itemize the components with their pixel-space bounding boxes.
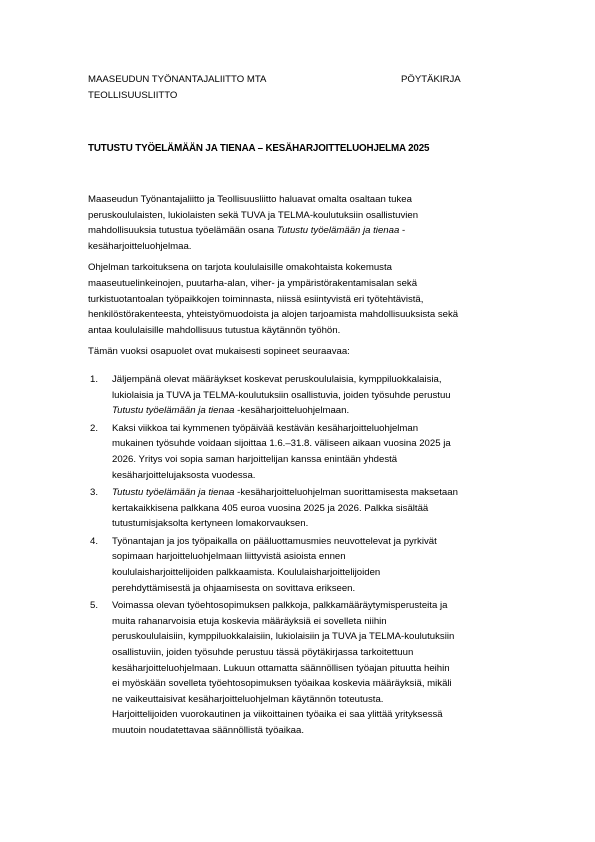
agreement-intro: Tämän vuoksi osapuolet ovat mukaisesti sopineet seuraavaa: bbox=[88, 346, 350, 358]
item-line: Työnantajan ja jos työpaikalla on pääluottamusmies neuvottelevat ja pyrkivät bbox=[112, 535, 437, 547]
document-header bbox=[88, 72, 508, 103]
item-line bbox=[112, 403, 528, 419]
intro-line-text: mahdollisuuksia tutustua työelämään osana bbox=[88, 225, 277, 237]
item-number: 5. bbox=[90, 600, 99, 612]
item-line: osallistuviin, joiden työsuhde perustuu tässä pöytäkirjassa tarkoitettuun bbox=[112, 647, 414, 659]
intro-line bbox=[88, 223, 528, 239]
item-line: ne vaikeuttaisivat kesäharjoitteluohjelman käytännön toteutusta. bbox=[112, 693, 384, 705]
item-number: 4. bbox=[90, 535, 99, 547]
item-line: mukainen työsuhde voidaan sijoittaa 1.6.–31.8. väliseen aikaan vuosina 2025 ja bbox=[112, 438, 451, 450]
program-name: Tutustu työelämään ja tienaa bbox=[112, 405, 235, 417]
item-number: 3. bbox=[90, 487, 99, 499]
item-line: koululaisharjoittelijoiden palkkaamista. Koululaisharjoittelijoiden bbox=[112, 567, 381, 579]
aim-paragraph bbox=[88, 260, 528, 338]
item-line: muita rahanarvoisia etuja koskevia määräyksiä ei sovelleta niihin bbox=[112, 615, 387, 627]
agreement-item bbox=[88, 534, 528, 596]
item-line: kesäharjoitteluohjelmaan. Lukuun ottamatta säännöllisen työajan pituutta heihin bbox=[112, 662, 450, 674]
item-line: tutustumisjaksolta kertyneen lomakorvauksen. bbox=[112, 518, 309, 530]
document-title: TUTUSTU TYÖELÄMÄÄN JA TIENAA – KESÄHARJOITTELUOHJELMA 2025 bbox=[88, 143, 430, 154]
agreement-item bbox=[88, 421, 528, 483]
aim-line: turkistuotantoalan työpaikkojen toiminnasta, niissä esiintyvistä eri työtehtävistä, bbox=[88, 293, 424, 305]
intro-line: Maaseudun Työnantajaliitto ja Teollisuusliitto haluavat omalta osaltaan tukea bbox=[88, 194, 412, 205]
item-line-text: -kesäharjoitteluohjelmaan. bbox=[234, 405, 350, 417]
item-number: 1. bbox=[90, 373, 99, 385]
item-line: sopimaan harjoitteluohjelmaan liittyvistä asioista ennen bbox=[112, 551, 346, 563]
item-line: muutoin noudatettavaa säännöllistä työaikaa. bbox=[112, 725, 305, 736]
item-line: peruskoululaisiin, kymppiluokkalaisiin, lukiolaisiin ja TUVA ja TELMA-koulutuksiin bbox=[112, 631, 455, 643]
header-row-2 bbox=[88, 88, 508, 104]
intro-line-text: - bbox=[399, 225, 406, 237]
intro-line: peruskoululaisten, lukiolaisten sekä TUVA ja TELMA-koulutuksiin osallistuvien bbox=[88, 209, 419, 221]
agreement-item bbox=[88, 372, 528, 419]
aim-line: henkilöstörakenteesta, yhteistyömuodoista ja alojen tarjoamista mahdollisuuksista sekä bbox=[88, 309, 459, 321]
item-line bbox=[112, 485, 528, 501]
item-line: Voimassa olevan työehtosopimuksen palkkoja, palkkamääräytymisperusteita ja bbox=[112, 600, 448, 612]
item-line: Kaksi viikkoa tai kymmenen työpäivää kestävän kesäharjoitteluohjelman bbox=[112, 422, 419, 434]
aim-line: antaa koululaisille mahdollisuus tutustua käytännön työhön. bbox=[88, 324, 341, 336]
item-line: ei myöskään sovelleta työehtosopimuksen työaikaa koskevia määräyksiä, mikäli bbox=[112, 678, 452, 690]
item-line: perehdyttämisestä ja ohjaamisesta on sovittava erikseen. bbox=[112, 582, 356, 594]
item-number: 2. bbox=[90, 422, 99, 434]
document-body bbox=[88, 192, 528, 741]
aim-line: Ohjelman tarkoituksena on tarjota koululaisille omakohtaista kokemusta bbox=[88, 262, 392, 274]
intro-line: kesäharjoitteluohjelmaa. bbox=[88, 240, 192, 252]
agreement-item bbox=[88, 485, 528, 532]
aim-line: maaseutuelinkeinojen, puutarha-alan, viher- ja ympäristörakentamisalan sekä bbox=[88, 277, 418, 289]
program-name: Tutustu työelämään ja tienaa bbox=[112, 487, 235, 499]
item-line: Jäljempänä olevat määräykset koskevat peruskoululaisia, kymppiluokkalaisia, bbox=[112, 373, 442, 385]
item-line: 2026. Yritys voi sopia saman harjoittelijan kanssa enintään yhdestä bbox=[112, 453, 398, 465]
organization-name-1: MAASEUDUN TYÖNANTAJALIITTO MTA bbox=[88, 74, 267, 85]
intro-paragraph bbox=[88, 192, 528, 254]
item-line: Harjoittelijoiden vuorokautinen ja viikoittainen työaika ei saa ylittää yrityksessä bbox=[112, 709, 443, 721]
document-type: PÖYTÄKIRJA bbox=[401, 74, 461, 85]
agreement-list bbox=[88, 372, 528, 739]
item-line: kesäharjoittelujaksosta vuodessa. bbox=[112, 469, 256, 481]
organization-name-2: TEOLLISUUSLIITTO bbox=[88, 89, 178, 101]
item-line: lukiolaisia ja TUVA ja TELMA-koulutuksiin osallistuvia, joiden työsuhde perustuu bbox=[112, 389, 451, 401]
header-row-1 bbox=[88, 72, 508, 88]
program-name: Tutustu työelämään ja tienaa bbox=[276, 225, 400, 237]
item-line: kertakaikkisena palkkana 405 euroa vuosina 2025 ja 2026. Palkka sisältää bbox=[112, 502, 429, 514]
agreement-item bbox=[88, 598, 528, 738]
item-line-text: -kesäharjoitteluohjelman suorittamisesta maksetaan bbox=[234, 487, 458, 499]
